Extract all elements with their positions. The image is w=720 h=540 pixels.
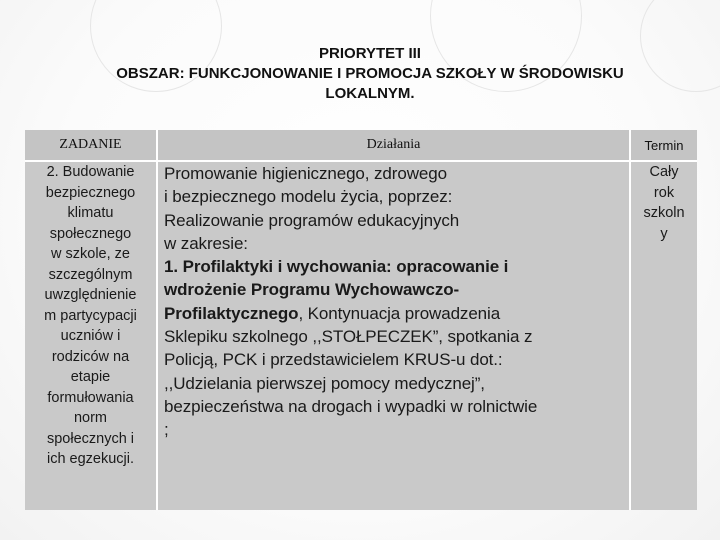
priority-table — [25, 130, 697, 510]
task-line: norm — [73, 410, 108, 426]
header-task: ZADANIE — [25, 130, 156, 160]
task-line: m partycypacji — [44, 307, 137, 324]
task-line: rodziców na — [51, 348, 130, 365]
task-line: w szkole, ze — [51, 246, 130, 262]
program-heading: Profilaktycznego — [164, 303, 299, 323]
program-heading: 1. Profilaktyki i wychowania: opracowanie i — [164, 257, 509, 277]
actions-line: bezpieczeństwa na drogach i wypadki w rolnictwie — [164, 396, 538, 416]
actions-line: ; — [164, 420, 169, 440]
task-line: 2. Budowanie — [46, 164, 135, 180]
task-line: bezpiecznego — [45, 184, 136, 201]
actions-line: Realizowanie programów edukacyjnych — [164, 210, 460, 230]
term-cell — [631, 162, 697, 244]
task-cell — [25, 162, 156, 470]
actions-line-bold — [164, 255, 634, 278]
task-line: społecznego — [49, 225, 132, 242]
term-line: rok — [653, 184, 675, 201]
task-line: etapie — [70, 369, 111, 385]
task-line: ich egzekucji. — [46, 451, 135, 467]
column-divider — [156, 130, 158, 510]
actions-line: ,,Udzielania pierwszej pomocy medycznej”, — [164, 373, 485, 393]
header-term: Termin — [631, 130, 697, 160]
actions-line: w zakresie: — [164, 233, 248, 253]
task-line: szczególnym — [48, 266, 133, 283]
term-line: szkoln — [643, 205, 685, 221]
actions-line: Policją, PCK i przedstawicielem KRUS-u dot.: — [164, 350, 503, 370]
task-line: społecznych i — [46, 430, 135, 447]
actions-text: , Kontynuacja prowadzenia — [298, 303, 501, 323]
title-line-2: OBSZAR: FUNKCJONOWANIE I PROMOCJA SZKOŁY W ŚRODOWISKU — [116, 65, 624, 82]
program-heading: wdrożenie Programu Wychowawczo- — [164, 280, 460, 300]
term-line: y — [660, 225, 668, 242]
task-line: formułowania — [47, 389, 134, 406]
actions-line: Promowanie higienicznego, zdrowego — [164, 164, 447, 183]
task-line: uwzględnienie — [44, 287, 137, 303]
actions-line: Sklepiku szkolnego ,,STOŁPECZEK”, spotkania z — [164, 327, 533, 347]
actions-line-bold — [164, 278, 634, 301]
header-actions: Działania — [158, 130, 629, 160]
title-line-3: LOKALNYM. — [325, 85, 415, 102]
title-line-1: PRIORYTET III — [319, 45, 421, 62]
task-line: uczniów i — [60, 328, 121, 344]
task-line: klimatu — [67, 205, 114, 221]
actions-line: i bezpiecznego modelu życia, poprzez: — [164, 187, 453, 207]
slide-title — [40, 44, 700, 104]
actions-line — [164, 302, 634, 325]
actions-cell — [159, 162, 634, 442]
term-line: Cały — [649, 164, 679, 180]
